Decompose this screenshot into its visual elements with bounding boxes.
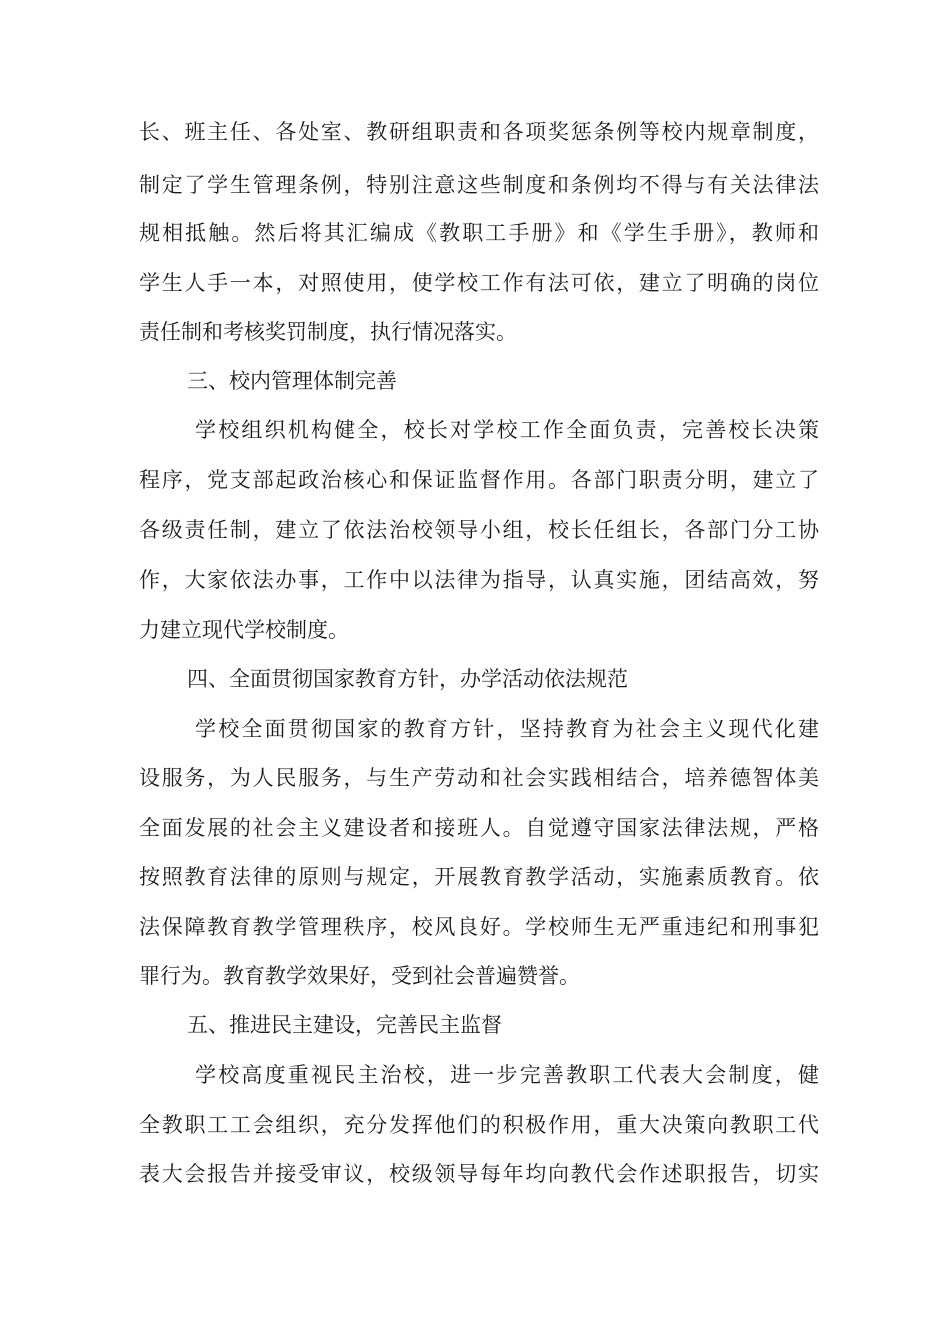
body-text-line: 力建立现代学校制度。 [139,618,349,642]
body-text-line: 法保障教育教学管理秩序，校风良好。学校师生无严重违纪和刑事犯 [139,915,819,939]
body-text-line: 全教职工工会组织，充分发挥他们的积极作用，重大决策向教职工代 [139,1113,819,1137]
body-text-line: 按照教育法律的原则与规定，开展教育教学活动，实施素质教育。依 [139,865,819,889]
body-text-line: 表大会报告并接受审议，校级领导每年均向教代会作述职报告，切实 [139,1162,819,1186]
body-text-line: 长、班主任、各处室、教研组职责和各项奖惩条例等校内规章制度， [139,120,819,144]
section-heading: 四、全面贯彻国家教育方针，办学活动依法规范 [187,667,628,691]
body-text-line: 程序，党支部起政治核心和保证监督作用。各部门职责分明，建立了 [139,468,819,492]
body-text-line: 制定了学生管理条例，特别注意这些制度和条例均不得与有关法律法 [139,173,819,197]
body-text-line: 学校组织机构健全，校长对学校工作全面负责，完善校长决策 [195,418,819,442]
body-text-line: 设服务，为人民服务，与生产劳动和社会实践相结合，培养德智体美 [139,766,819,790]
body-text-line: 学校全面贯彻国家的教育方针，坚持教育为社会主义现代化建 [195,717,819,741]
body-text-line: 各级责任制，建立了依法治校领导小组，校长任组长，各部门分工协 [139,518,819,542]
body-text-line: 学生人手一本，对照使用，使学校工作有法可依，建立了明确的岗位 [139,271,819,295]
body-text-line: 学校高度重视民主治校，进一步完善教职工代表大会制度，健 [195,1063,819,1087]
body-text-line: 作，大家依法办事，工作中以法律为指导，认真实施，团结高效，努 [139,568,819,592]
body-text-line: 全面发展的社会主义建设者和接班人。自觉遵守国家法律法规，严格 [139,816,819,840]
body-text-line: 规相抵触。然后将其汇编成《教职工手册》和《学生手册》，教师和 [139,221,819,245]
section-heading: 三、校内管理体制完善 [187,369,397,393]
body-text-line: 责任制和考核奖罚制度，执行情况落实。 [139,320,517,344]
section-heading: 五、推进民主建设，完善民主监督 [187,1013,502,1037]
body-text-line: 罪行为。教育教学效果好，受到社会普遍赞誉。 [139,964,580,988]
